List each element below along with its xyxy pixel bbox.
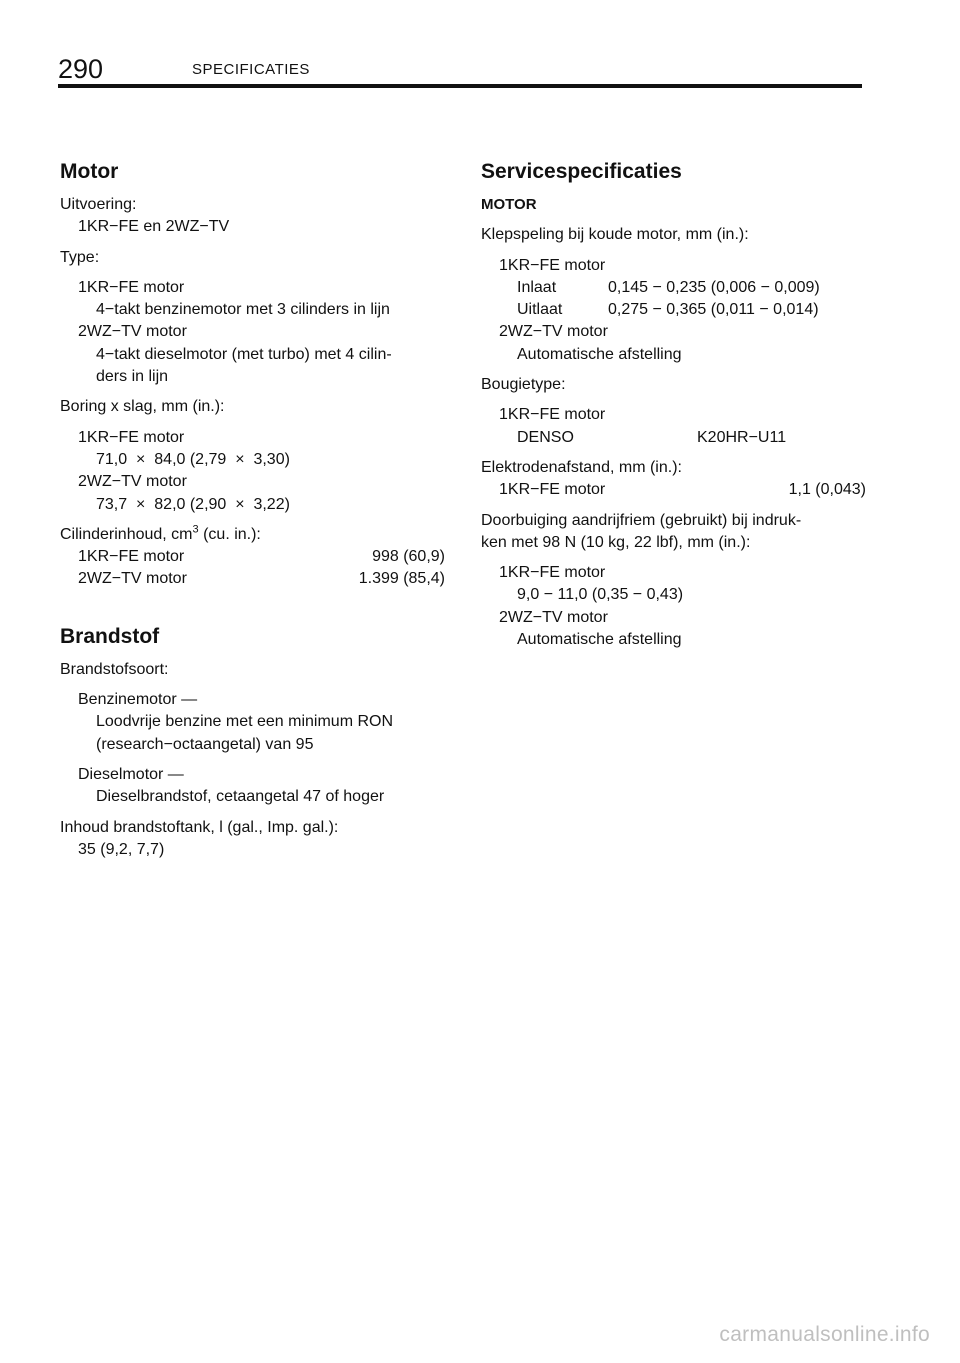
benzine-value-2: (research−octaangetal) van 95 bbox=[96, 735, 314, 753]
inlaat-row bbox=[481, 277, 866, 299]
type-2wz-label: 2WZ−TV motor bbox=[78, 323, 187, 341]
boring-2wz-label: 2WZ−TV motor bbox=[78, 473, 187, 491]
type-2wz-value-2: ders in lijn bbox=[96, 368, 169, 386]
brandstof-heading: Brandstof bbox=[60, 624, 160, 648]
running-title: SPECIFICATIES bbox=[192, 61, 310, 78]
bougie-brand: DENSO bbox=[517, 428, 574, 446]
cil-1kr-value: 998 (60,9) bbox=[372, 548, 445, 566]
header-rule bbox=[58, 84, 862, 88]
cil-2wz-label: 2WZ−TV motor bbox=[78, 570, 187, 588]
boring-2wz-value: 73,7 × 82,0 (2,90 × 3,22) bbox=[96, 495, 290, 513]
uitlaat-row bbox=[481, 299, 866, 321]
bougie-row bbox=[481, 427, 866, 449]
benzine-label: Benzinemotor — bbox=[78, 691, 198, 709]
uitvoering-label: Uitvoering: bbox=[60, 196, 137, 213]
type-label: Type: bbox=[60, 248, 100, 266]
boring-label: Boring x slag, mm (in.): bbox=[60, 398, 225, 416]
riem-1kr-value: 9,0 − 11,0 (0,35 − 0,43) bbox=[517, 586, 684, 604]
riem-2wz-value: Automatische afstelling bbox=[517, 631, 682, 649]
bougie-1kr-label: 1KR−FE motor bbox=[499, 406, 606, 424]
uitvoering-value: 1KR−FE en 2WZ−TV bbox=[78, 218, 230, 236]
service-heading: Servicespecificaties bbox=[481, 160, 682, 183]
cilinderinhoud-label: Cilinderinhoud, $cm^3$ (cu. in.): bbox=[60, 523, 261, 543]
left-column bbox=[60, 158, 445, 861]
cil-1kr-row bbox=[60, 546, 445, 568]
tank-value: 35 (9,2, 7,7) bbox=[78, 840, 165, 858]
right-column bbox=[481, 158, 866, 651]
klep-2wz-value: Automatische afstelling bbox=[517, 345, 682, 363]
type-1kr-label: 1KR−FE motor bbox=[78, 278, 185, 296]
type-2wz-value-1: 4−takt dieselmotor (met turbo) met 4 cilin- bbox=[96, 345, 392, 363]
klep-label: Klepspeling bij koude motor, mm (in.): bbox=[481, 226, 749, 244]
inlaat-label: Inlaat bbox=[517, 278, 557, 296]
riem-label-2: ken met 98 N (10 kg, 22 lbf), mm (in.): bbox=[481, 533, 751, 551]
diesel-label: Dieselmotor — bbox=[78, 765, 184, 783]
motor-heading: Motor bbox=[60, 160, 119, 183]
cil-2wz-value: 1.399 (85,4) bbox=[358, 570, 445, 588]
bougie-type: K20HR−U11 bbox=[697, 428, 787, 446]
diesel-value: Dieselbrandstof, cetaangetal 47 of hoger bbox=[96, 788, 385, 806]
type-1kr-value: 4−takt benzinemotor met 3 cilinders in lijn bbox=[96, 301, 390, 319]
brandstofsoort-label: Brandstofsoort: bbox=[60, 660, 169, 678]
elektrode-1kr-row bbox=[481, 479, 866, 501]
motor-subheading: MOTOR bbox=[481, 196, 537, 213]
elektrode-label: Elektrodenafstand, mm (in.): bbox=[481, 458, 682, 476]
uitlaat-value: 0,275 − 0,365 (0,011 − 0,014) bbox=[608, 301, 819, 319]
riem-1kr-label: 1KR−FE motor bbox=[499, 564, 606, 582]
inlaat-value: 0,145 − 0,235 (0,006 − 0,009) bbox=[608, 278, 820, 296]
riem-2wz-label: 2WZ−TV motor bbox=[499, 608, 608, 626]
watermark: carmanualsonline.info bbox=[719, 1323, 930, 1346]
benzine-value-1: Loodvrije benzine met een minimum RON bbox=[96, 713, 394, 731]
klep-2wz-label: 2WZ−TV motor bbox=[499, 323, 608, 341]
uitlaat-label: Uitlaat bbox=[517, 301, 563, 319]
klep-1kr-label: 1KR−FE motor bbox=[499, 256, 606, 274]
bougie-label: Bougietype: bbox=[481, 376, 566, 394]
page-number: 290 bbox=[58, 54, 104, 84]
boring-1kr-value: 71,0 × 84,0 (2,79 × 3,30) bbox=[96, 450, 290, 468]
elektrode-1kr-label: 1KR−FE motor bbox=[499, 481, 606, 499]
cil-1kr-label: 1KR−FE motor bbox=[78, 548, 185, 566]
boring-1kr-label: 1KR−FE motor bbox=[78, 428, 185, 446]
elektrode-1kr-value: 1,1 (0,043) bbox=[788, 481, 866, 499]
cil-2wz-row bbox=[60, 568, 445, 590]
tank-label: Inhoud brandstoftank, l (gal., Imp. gal.): bbox=[60, 818, 339, 836]
riem-label-1: Doorbuiging aandrijfriem (gebruikt) bij indruk- bbox=[481, 511, 802, 529]
